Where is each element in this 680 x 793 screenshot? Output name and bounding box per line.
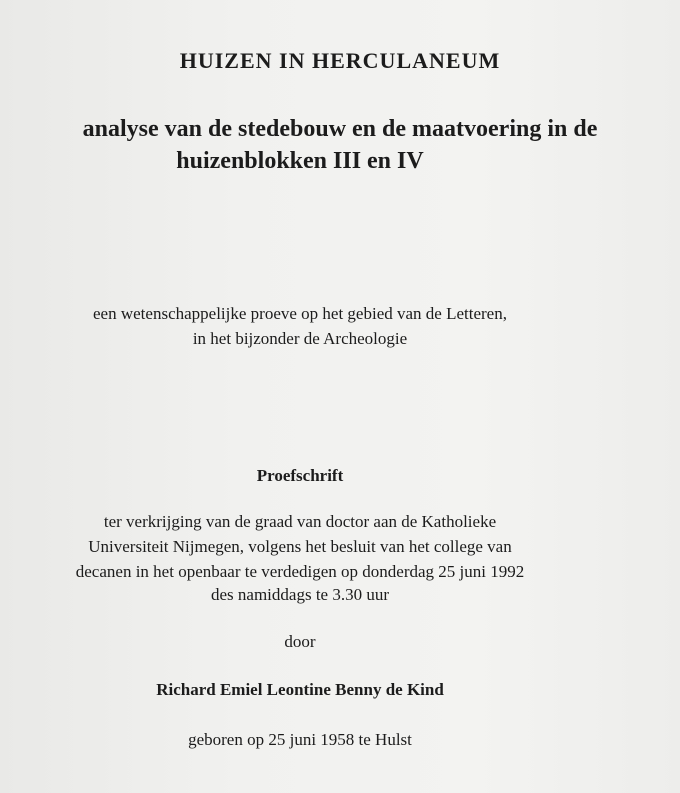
author-name: Richard Emiel Leontine Benny de Kind (156, 680, 444, 699)
subtitle-line-2: huizenblokken III en IV (176, 148, 424, 174)
thesis-text-line-3: decanen in het openbaar te verdedigen op donderdag 25 juni 1992 (75, 562, 525, 581)
description-line-2: in het bijzonder de Archeologie (192, 329, 408, 348)
description-line-1: een wetenschappelijke proeve op het gebied van de Letteren, (93, 304, 507, 323)
page-title: HUIZEN IN HERCULANEUM (179, 48, 501, 73)
thesis-text-line-2: Universiteit Nijmegen, volgens het besluit van het college van (88, 537, 512, 556)
subtitle-line-1: analyse van de stedebouw en de maatvoering in de (82, 116, 598, 142)
birth-info: geboren op 25 juni 1958 te Hulst (188, 730, 412, 749)
thesis-text-line-4: des namiddags te 3.30 uur (211, 585, 389, 604)
thesis-text-line-1: ter verkrijging van de graad van doctor aan de Katholieke (103, 512, 497, 531)
proefschrift-label: Proefschrift (256, 466, 344, 485)
show-through-text (556, 8, 560, 25)
door-text: door (284, 632, 316, 651)
